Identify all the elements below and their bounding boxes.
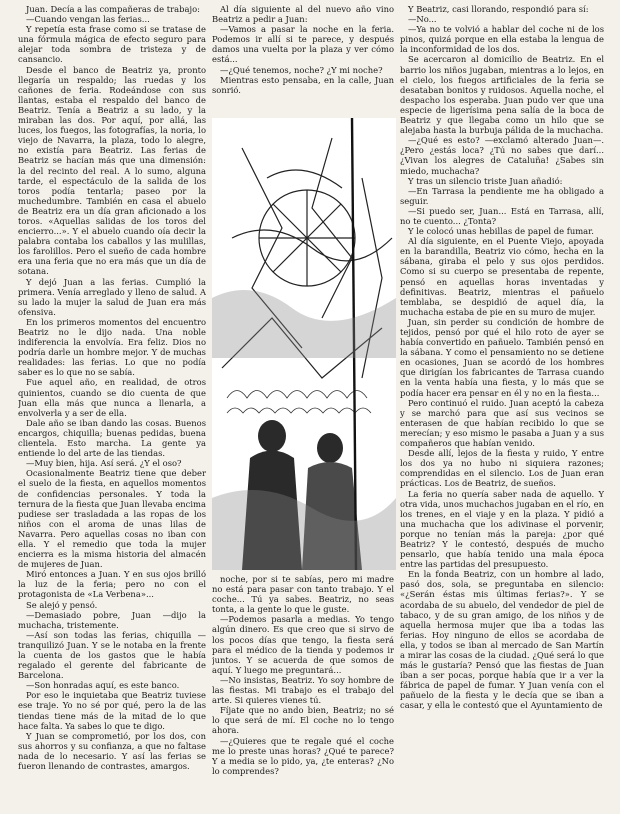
paragraph: Juan. Decía a las compañeras de trabajo: (26, 4, 200, 14)
article-column-2-bottom (212, 574, 394, 810)
paragraph: Se acercaron al domicilio de Beatriz. En el barrio los niños jugaban, mientras a lo lejos, en el cielo, los fuegos artificiales de la feria se desataban bonitos y ruidosos. Aquella noche, el despacho los esperaba. Juan pudo ver que una especie de ligerísima pena salía de la boca de Beatriz y que llegaba como un hilo que se alejaba hasta la burbuja pálida de la muchacha. (400, 54, 604, 136)
paragraph: Por eso le inquietaba que Beatriz tuviese ese traje. Yo no sé por qué, pero la de las tiendas tiene más de la mitad de lo que hace falta. Ya sabes lo que te digo. (18, 690, 206, 731)
paragraph: Y Juan se comprometió, por los dos, con sus ahorros y su confianza, a que no faltase nada de lo necesario. Y así las ferias se fueron llenando de contrastes, amargos. (18, 730, 206, 772)
paragraph: —Son honradas aquí, es este banco. (26, 680, 180, 691)
paragraph: —¿Qué tenemos, noche? ¿Y mi noche? (220, 64, 383, 75)
article-column-1 (18, 4, 206, 810)
paragraph: —Podemos pasarla a medias. Yo tengo algún dinero. Es que creo que si sirvo de los pocos días que tengo, la fiesta será para el médico de la tienda y podemos ir juntos. Y se acuerda de que somos de aquí. Y luego me preguntará... (212, 614, 394, 675)
paragraph: Dale año se iban dando las cosas. Buenos encargos, chiquilla; buenas pedidas, buena clientela. Esto marcha. La gente ya entiende lo del arte de las tiendas. (18, 417, 206, 459)
paragraph: —Ya no te volvió a hablar del coche ni de los pinos, quizá porque en ella estaba la lengua de la inconformidad de los dos. (400, 24, 604, 55)
paragraph: —Demasiado pobre, Juan —dijo la muchacha, tristemente. (18, 609, 206, 630)
paragraph: —Si puedo ser, Juan... Está en Tarrasa, allí, no te cuento... ¿Tonta? (400, 205, 604, 226)
paragraph: Y repetía esta frase como si se tratase de una fórmula mágica de efecto seguro para alejar toda sombra de tristeza y de cansancio. (18, 24, 206, 65)
paragraph: Y tras un silencio triste Juan añadió: (408, 175, 563, 186)
paragraph: —No... (408, 14, 437, 25)
paragraph: Y dejó Juan a las ferias. Cumplió la primera. Venía arreglado y lleno de salud. A su lado la mujer la salud de Juan era más ofensiva. (18, 276, 206, 317)
paragraph: En los primeros momentos del encuentro Beatriz no le dijo nada. Una noble indiferencia la envolvía. Era feliz. Dios no podría darle un hombre mejor. Y de muchas realidades: las ferias. Lo que no podía saber es lo que no se sabía. (18, 316, 206, 378)
paragraph: Desde allí, lejos de la fiesta y ruido, Y entre los dos ya no hubo ni siquiera razones; comprendidas en el silencio. Los de Juan eran prácticas. Los de Beatriz, de sueños. (400, 448, 604, 489)
paragraph: Y Beatriz, casi llorando, respondió para sí: (408, 4, 589, 14)
article-column-2-top (212, 4, 394, 118)
paragraph: Al día siguiente al del nuevo año vino Beatriz a pedir a Juan: (212, 4, 394, 25)
paragraph: —Muy bien, hija. Así será. ¿Y el oso? (26, 458, 182, 469)
paragraph: Juan, sin perder su condición de hombre de tejidos, pensó por qué el hilo roto de ayer se había convertido en pañuelo. También pensó en la sábana. Y como el pensamiento no se detiene en ocasiones, Juan se acordó de los hombres que dirigían los fabricantes de Tarrasa cuando en la venta había una fiesta, y lo más que se podía hacer era pensar en él y no en la fiesta... (400, 316, 604, 398)
illustration (212, 118, 396, 570)
paragraph: Fíjate que no ando bien, Beatriz; no sé lo que será de mí. El coche no lo tengo ahora. (212, 705, 394, 736)
paragraph: Mientras esto pensaba, en la calle, Juan sonrió. (212, 74, 394, 95)
paragraph: Fue aquel año, en realidad, de otros quinientos, cuando se dio cuenta de que Juan ella más que nunca a llenarla, a envolverla y a ser de ella. (18, 377, 206, 418)
paragraph: La feria no quería saber nada de aquello. Y otra vida, unos muchachos jugaban en el río, en los trenes, en el viaje y en la plaza. Y pidió a una muchacha que los adivinase el porvenir, porque no tenían más la pareja: ¿por qué Beatriz? Y le contestó, después de mucho pensarlo, que había tenido una mala época entre las partidas del presupuesto. (400, 488, 604, 570)
paragraph: —Vamos a pasar la noche en la feria. Podemos ir allí si te parece, y después damos una vuelta por la plaza y ver cómo está... (212, 24, 394, 65)
paragraph: Pero continuó el ruido. Juan aceptó la cabeza y se marchó para que así sus vecinos se enterasen de que habían recibido lo que se merecían; y eso mismo le pasaba a Juan y a sus compañeros que habían venido. (400, 397, 604, 449)
paragraph: En la fonda Beatriz, con un hombre al lado, pasó dos, sola, se preguntaba en silencio: «¿Serán éstas mis últimas ferias?». Y se acordaba de su abuelo, del vendedor de piel de tabaco, y de su gran amigo, de los niños y de aquella hermosa mujer que iba a todas las ferias. Hoy ninguno de ellos se acordaba de ella, y todos se iban al mercado de San Martín a mirar las cosas de la ciudad. ¿Qué será lo que más le gustaría? Pensó que las fiestas de Juan iban a ser pocas, porque había que ir a ver la fábrica de papel de fumar. Y Juan venía con el pañuelo de la fiesta y le decía que se iban a casar, y ella le contestó que el Ayuntamiento de (400, 569, 604, 711)
paragraph: —En Tarrasa la pendiente me ha obligado a seguir. (400, 185, 604, 206)
paragraph: —Cuando vengan las ferias... (26, 14, 150, 25)
paragraph: —No insistas, Beatriz. Yo soy hombre de las fiestas. Mi trabajo es el trabajo del arte. Si quieres vienes tú. (212, 674, 394, 706)
paragraph: Se alejó y pensó. (26, 599, 98, 610)
paragraph: Ocasionalmente Beatriz tiene que deber el suelo de la fiesta, en aquellos momentos de confidencias personales. Y toda la ternura de la fiesta que Juan llevaba encima pudiese ser trasladada a las ropas de los niños con el aroma de unas lilas de Navarra. Pero aquellas cosas no iban con ella. Y el remedio que toda la mujer encierra es la misma historia del almacén de mujeres de Juan. (18, 468, 206, 570)
ink-illustration-couple-at-fair (212, 118, 396, 570)
paragraph: —Así son todas las ferias, chiquilla —tranquilizó Juan. Y se le notaba en la frente la cuenta de los gastos que le había regalado el gerente del fabricante de Barcelona. (18, 629, 206, 681)
paragraph: noche, por si te sabías, pero mi madre no está para pasar con tanto trabajo. Y el coche... Tú ya sabes. Beatriz, no seas tonta, a la gente lo que le guste. (212, 574, 394, 615)
article-column-3 (400, 4, 604, 810)
paragraph: Al día siguiente, en el Puente Viejo, apoyada en la barandilla, Beatriz vio cómo, hecha en la sábana, giraba el pelo y sus ojos perdidos. Como si su cuerpo se presentaba de repente, pensó en aquellas horas inventadas y definitivas. Beatriz, mientras el pañuelo temblaba, se despidió de aquel día, la muchacha estaba de pie en su muro de mujer. (400, 236, 604, 317)
paragraph: Desde el banco de Beatriz ya, pronto llegaría un respaldo; las ruedas y los cañones de feria. Rodeándose con sus llantas, estaba el respaldo del banco de Beatriz. Tenía a Beatriz a su lado, y la miraban las dos. Por aquí, por allá, las luces, los fuegos, las fotografías, la noria, lo viejo de Navarra, la plaza, todo lo alegre, no existía para Beatriz. Las ferias de Beatriz se hacían más que una dimensión: la del recinto del real. A lo sumo, alguna tarde, el espectáculo de la salida de los toros podía tentarla; paseo por la muchedumbre. También en casa el abuelo de Beatriz era un día gran aficionado a los toros. «Aquellas salidas de los toros del encierro...». Y el abuelo cuando oía decir la palabra contaba los caballos y las mulillas, los farolillos. Pero el sueño de cada hombre era una feria que no era más que un día de sotana. (18, 64, 206, 277)
paragraph: Miró entonces a Juan. Y en sus ojos brilló la luz de la feria; pero no con el protagonista de «La Verbena»... (18, 569, 206, 600)
paragraph: —¿Quieres que te regale qué el coche me lo preste unas horas? ¿Qué te parece? Y a media se lo pido, ya, ¿te enteras? ¿No lo comprendes? (212, 735, 394, 776)
paragraph: Y le colocó unas hebillas de papel de fumar. (408, 226, 594, 237)
paragraph: —¿Qué es esto? —exclamó alterado Juan—. ¿Pero ¿estás loca? ¿Tú no sabes que darí... ¿Vivan los alegres de Cataluña! ¿Sabes sin miedo, muchacha? (400, 135, 604, 176)
